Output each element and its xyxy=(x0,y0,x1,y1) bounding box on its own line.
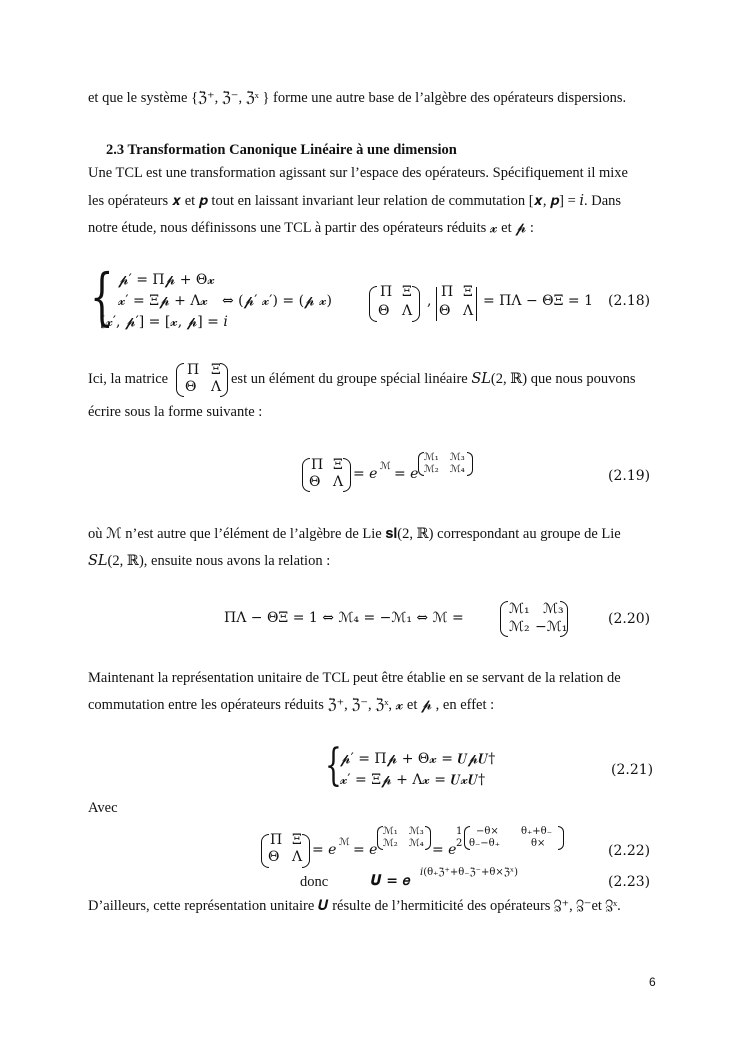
matrix-paren-right xyxy=(467,452,473,476)
matrix-cell: Ξ xyxy=(333,457,343,473)
matrix-paren-right xyxy=(302,834,310,868)
matrix-cell: −θ× xyxy=(476,826,499,837)
matrix-cell: Θ xyxy=(439,303,451,319)
matrix-paren-right xyxy=(558,826,564,850)
eq-e: = 𝑒 xyxy=(394,466,419,482)
paragraph-line: 𝑆𝐿(2, ℝ), ensuite nous avons la relation : xyxy=(88,553,331,569)
eq-label: (2.23) xyxy=(608,874,651,890)
matrix-paren-right xyxy=(412,286,420,322)
eq-superscript: 𝑖(θ₊ℨ⁺+θ₋ℨ⁻+θ×ℨˣ) xyxy=(420,867,519,878)
matrix-cell: Π xyxy=(187,362,200,378)
matrix-cell: Ξ xyxy=(402,284,412,300)
paragraph-line: écrire sous la forme suivante : xyxy=(88,404,263,420)
eq-line: 𝔁′ = Ξ𝓹 + Λ𝔁 = 𝑼𝔁𝑼† xyxy=(340,772,486,788)
eq-e-M: = 𝑒 xyxy=(353,466,378,482)
matrix-paren-right xyxy=(220,363,228,397)
text-donc: donc xyxy=(300,874,329,890)
matrix-paren-right xyxy=(425,826,431,850)
matrix-cell: θ× xyxy=(531,838,546,849)
matrix-cell: ℳ₄ xyxy=(450,464,465,475)
eq-half-num: 1 xyxy=(456,826,463,837)
text-avec: Avec xyxy=(88,800,118,816)
matrix-cell: Θ xyxy=(309,474,321,490)
paragraph-line: notre étude, nous définissons une TCL à partir des opérateurs réduits 𝔁 et 𝓹 : xyxy=(88,220,534,236)
paragraph-line: les opérateurs 𝒙 et 𝒑 tout en laissant invariant leur relation de commutation [𝒙, 𝒑] = 𝑖. Dans xyxy=(88,193,622,209)
matrix-paren-right xyxy=(343,458,351,492)
paragraph-line: commutation entre les opérateurs réduits ℨ⁺, ℨ⁻, ℨˣ, 𝔁 et 𝓹 , en effet : xyxy=(88,697,495,713)
eq-U: 𝑼 = 𝑒 xyxy=(371,873,411,889)
det-bar-left xyxy=(436,287,437,321)
matrix-cell: Θ xyxy=(268,849,280,865)
matrix-cell: ℳ₃ xyxy=(450,452,465,463)
eq-system-line: 𝓹′ = Π𝓹 + Θ𝔁 xyxy=(118,272,215,288)
eq-label: (2.21) xyxy=(611,762,654,778)
eq-e-M: = 𝑒 xyxy=(312,842,337,858)
eq-comma: , xyxy=(427,293,432,309)
eq-label: (2.22) xyxy=(608,843,651,859)
paragraph-line: Une TCL est une transformation agissant sur l’espace des opérateurs. Spécifiquement il mixe xyxy=(88,165,628,181)
eq-line: 𝓹′ = Π𝓹 + Θ𝔁 = 𝑼𝓹𝑼† xyxy=(340,751,496,767)
matrix-cell: ℳ₂ xyxy=(383,838,398,849)
matrix-cell: Θ xyxy=(185,379,197,395)
eq-lhs: ΠΛ − ΘΞ = 1 ⇔ ℳ₄ = −ℳ₁ ⇔ ℳ = xyxy=(224,610,464,626)
page-number: 6 xyxy=(649,975,656,989)
matrix-cell: ℳ₁ xyxy=(424,452,439,463)
matrix-cell: Ξ xyxy=(292,832,302,848)
matrix-paren-left xyxy=(500,601,508,637)
paragraph-line: est un élément du groupe spécial linéaire 𝑆𝐿(2, ℝ) que nous pouvons xyxy=(231,371,636,387)
matrix-cell: Λ xyxy=(463,303,474,319)
matrix-paren-left xyxy=(369,286,377,322)
paragraph-line: où ℳ n’est autre que l’élément de l’algèbre de Lie 𝐬𝐥(2, ℝ) correspondant au groupe de Lie xyxy=(88,526,621,542)
section-heading: 2.3 Transformation Canonique Linéaire à une dimension xyxy=(106,142,457,158)
eq-system-line: [𝔁′, 𝓹′] = [𝔁, 𝓹] = 𝑖 xyxy=(100,314,228,330)
matrix-cell: −ℳ₁ xyxy=(535,619,568,635)
eq-superscript: ℳ xyxy=(339,837,350,848)
eq-half-den: 2 xyxy=(456,838,463,849)
matrix-cell: ℳ₂ xyxy=(509,619,530,635)
matrix-cell: Π xyxy=(311,457,324,473)
matrix-cell: Λ xyxy=(402,303,413,319)
paragraph-line: Maintenant la représentation unitaire de TCL peut être établie en se servant de la relation de xyxy=(88,670,621,686)
matrix-cell: Λ xyxy=(211,379,222,395)
eq-label: (2.18) xyxy=(608,293,651,309)
eq-e: = 𝑒 xyxy=(432,842,457,858)
matrix-paren-left xyxy=(176,363,184,397)
matrix-cell: Π xyxy=(441,284,454,300)
matrix-cell: ℳ₃ xyxy=(543,601,564,617)
matrix-cell: θ₋−θ₊ xyxy=(469,838,500,849)
eq-system-line: 𝔁′ = Ξ𝓹 + Λ𝔁 xyxy=(118,293,208,309)
matrix-paren-right xyxy=(560,601,568,637)
det-bar-right xyxy=(476,287,477,321)
left-brace: { xyxy=(325,740,342,791)
matrix-cell: Π xyxy=(270,832,283,848)
matrix-cell: Θ xyxy=(378,303,390,319)
eq-e: = 𝑒 xyxy=(353,842,378,858)
matrix-cell: ℳ₃ xyxy=(409,826,424,837)
left-brace: { xyxy=(90,260,114,333)
eq-label: (2.20) xyxy=(608,611,651,627)
matrix-cell: ℳ₁ xyxy=(509,601,530,617)
paragraph-line: Ici, la matrice xyxy=(88,371,169,387)
matrix-cell: Λ xyxy=(333,474,344,490)
matrix-cell: ℳ₂ xyxy=(424,464,439,475)
eq-det: = ΠΛ − ΘΞ = 1 xyxy=(483,293,593,309)
matrix-cell: Ξ xyxy=(211,362,221,378)
matrix-cell: ℳ₁ xyxy=(383,826,398,837)
eq-superscript: ℳ xyxy=(380,461,391,472)
matrix-cell: ℳ₄ xyxy=(409,838,424,849)
matrix-cell: Λ xyxy=(292,849,303,865)
text-line-system-base: et que le système {ℨ⁺, ℨ⁻, ℨˣ } forme une autre base de l’algèbre des opérateurs dispersions. xyxy=(88,90,627,106)
matrix-cell: Ξ xyxy=(463,284,473,300)
eq-equiv: ⇔ (𝓹′ 𝔁′) = (𝓹 𝔁) xyxy=(222,293,332,309)
matrix-cell: Π xyxy=(380,284,393,300)
eq-label: (2.19) xyxy=(608,468,651,484)
paragraph-line: D’ailleurs, cette représentation unitaire 𝑼 résulte de l’hermiticité des opérateurs ℨ⁺, ℨ⁻et ℨˣ. xyxy=(88,898,621,914)
matrix-cell: θ₊+θ₋ xyxy=(521,826,552,837)
